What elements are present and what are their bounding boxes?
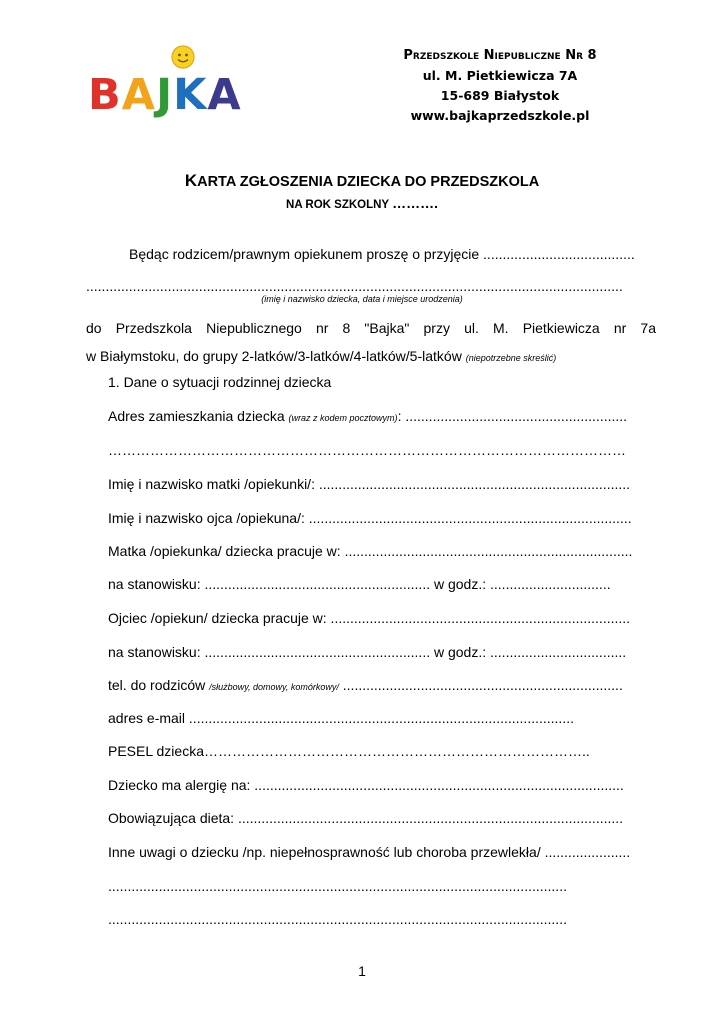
school-year-blank: ………. [392,195,438,211]
school-name: Przedszkole Niepubliczne Nr 8 [403,48,597,63]
school-city: 15-689 Białystok [440,88,560,103]
phone-field[interactable] [108,677,656,693]
father-position-field[interactable]: na stanowisku: .......................................................... w godz.: ................................... [108,644,627,660]
phone-blank: ........................................................................ [338,677,623,693]
phone-note: /służbowy, domowy, komórkowy/ [209,682,339,692]
email-field[interactable]: adres e-mail ................................................................................................... [108,710,574,726]
form-subtitle [0,195,724,211]
mother-name-field[interactable]: Imię i nazwisko matki /opiekunki/: ................................................................................ [108,476,631,492]
logo-letter: B [88,70,122,120]
school-website: www.bajkaprzedszkole.pl [410,108,590,123]
address-line-2[interactable]: ………………………………………………………………………………………………… [108,442,626,458]
pesel-field[interactable]: PESEL dziecka……………………………………………………………………….. [108,743,590,759]
sun-face-icon [170,44,196,70]
logo-letter: A [207,70,242,120]
group-options: w Białymstoku, do grupy 2-latków/3-latków/4-latków/5-latków [86,348,462,364]
allergy-field[interactable]: Dziecko ma alergię na: ............................................................................................... [108,777,624,793]
phone-label: tel. do rodziców [108,677,206,693]
other-notes-line-3[interactable]: ...................................................................................................................... [108,911,567,927]
school-address-block [360,46,640,126]
address-blank: : ......................................................... [397,408,628,424]
child-data-blank[interactable]: .......................................................................................................................................... [86,278,623,294]
father-name-field[interactable]: Imię i nazwisko ojca /opiekuna/: ................................................................................... [108,510,632,526]
logo-letter: J [156,70,174,120]
mother-position-field[interactable]: na stanowisku: .......................................................... w godz.: ............................... [108,576,611,592]
intro-line-3: do Przedszkola Niepublicznego nr 8 "Bajka" przy ul. M. Pietkiewicza nr 7a [86,320,656,336]
address-note: (wraz z kodem pocztowym) [288,413,398,423]
title-rest: ARTA ZGŁOSZENIA DZIECKA DO PRZEDSZKOLA [197,174,540,190]
child-data-caption: (imię i nazwisko dziecka, data i miejsce urodzenia) [261,294,463,304]
father-workplace-field[interactable]: Ojciec /opiekun/ dziecka pracuje w: ............................................................................. [108,610,631,626]
section-heading: 1. Dane o sytuacji rodzinnej dziecka [108,374,332,390]
bajka-logo [88,44,278,120]
school-street: ul. M. Pietkiewicza 7A [422,68,578,83]
address-label: Adres zamieszkania dziecka [108,408,285,424]
address-field[interactable] [108,408,656,424]
logo-letter: K [173,70,208,120]
other-notes-line-2[interactable]: ...................................................................................................................... [108,878,567,894]
diet-field[interactable]: Obowiązująca dieta: ................................................................................................... [108,810,624,826]
logo-wordmark [88,70,242,120]
intro-line-1: Będąc rodzicem/prawnym opiekunem proszę o przyjęcie ....................................... [129,246,635,262]
form-title [0,171,724,191]
intro-line-4 [86,348,556,364]
page-number: 1 [358,963,366,979]
title-initial: K [184,171,198,190]
school-year-label: NA ROK SZKOLNY [286,199,389,211]
logo-letter: A [121,70,157,120]
mother-workplace-field[interactable]: Matka /opiekunka/ dziecka pracuje w: .......................................................................... [108,543,633,559]
other-notes-field[interactable]: Inne uwagi o dziecku /np. niepełnosprawność lub choroba przewlekła/ ...................... [108,844,631,860]
group-options-note: (niepotrzebne skreślić) [465,353,557,363]
